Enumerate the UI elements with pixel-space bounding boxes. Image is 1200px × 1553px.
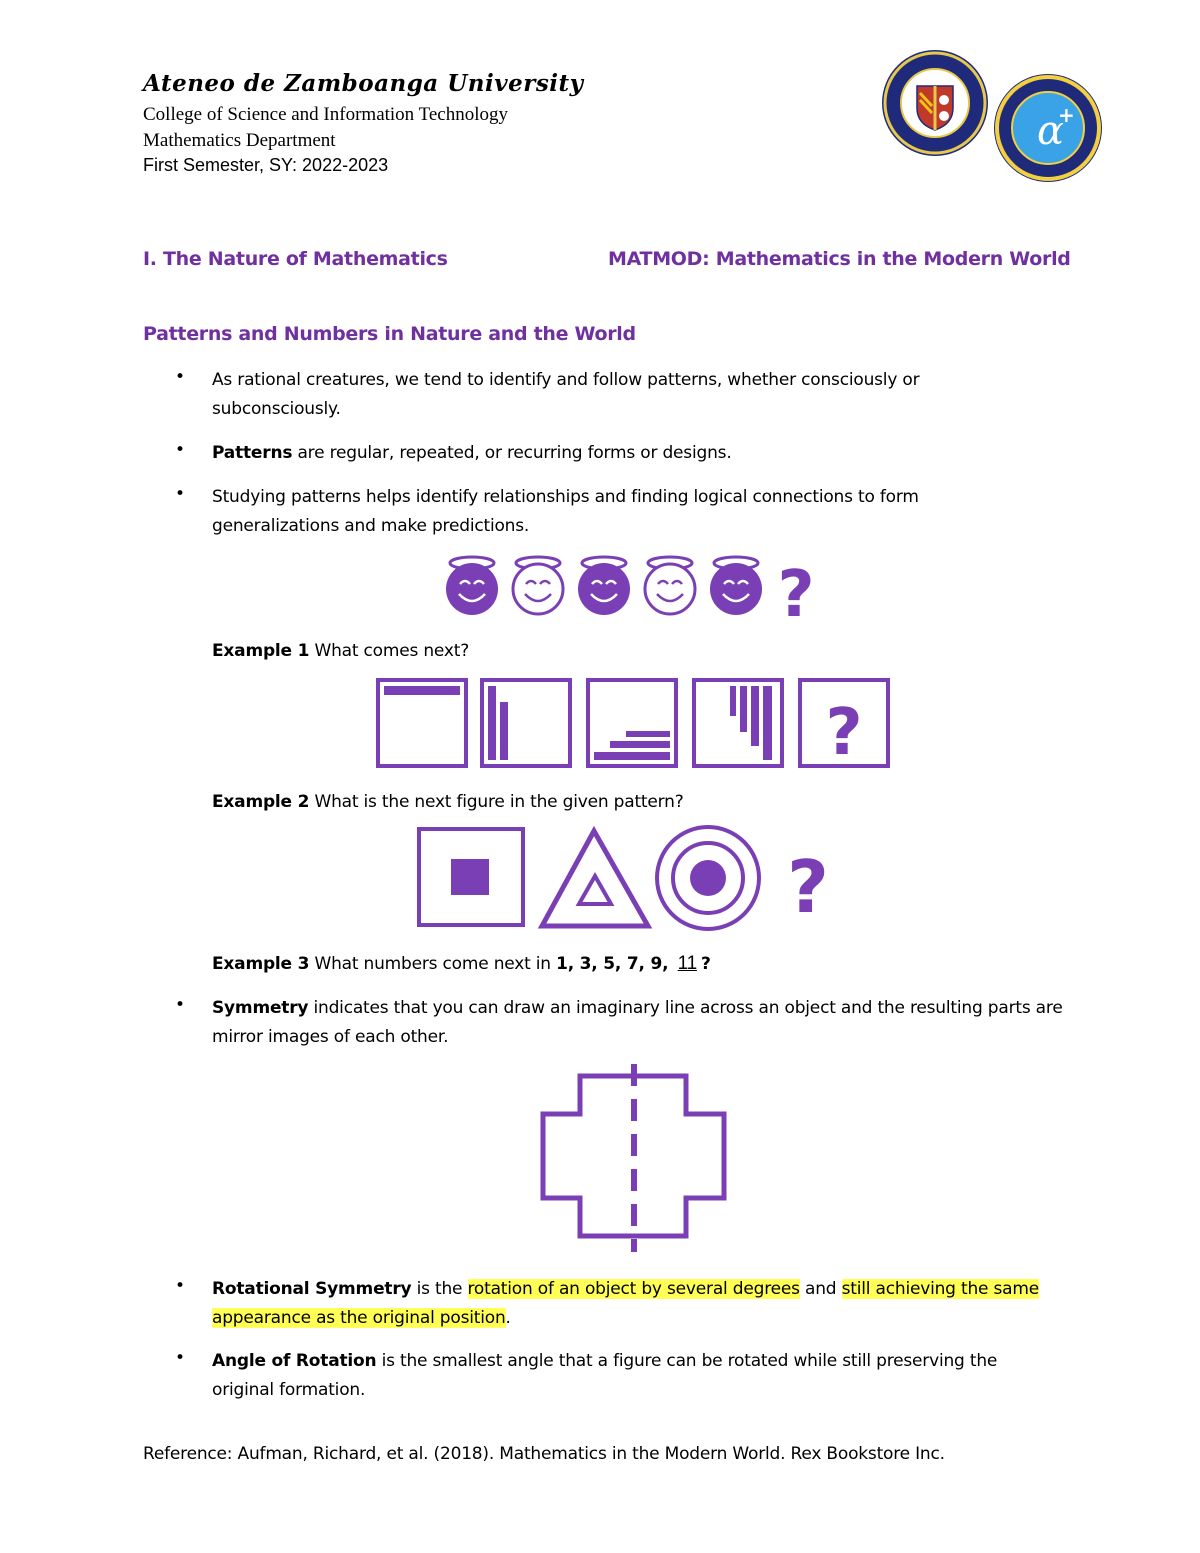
bullet-marker: • — [175, 1348, 186, 1368]
semester-line: First Semester, SY: 2022-2023 — [143, 155, 389, 175]
example-2-figure — [416, 826, 836, 930]
section-title: I. The Nature of Mathematics — [143, 248, 448, 270]
course-title: MATMOD: Mathematics in the Modern World — [608, 248, 1071, 270]
smiley-outline-icon — [645, 557, 695, 614]
example-1-label: Example 1 What comes next? — [212, 641, 470, 661]
term-symmetry: Symmetry — [212, 998, 309, 1018]
bullet-symmetry: Symmetry indicates that you can draw an imaginary line across an object and the resulting parts are mirror images of each other. — [212, 998, 1063, 1047]
term-rotational-symmetry: Rotational Symmetry — [212, 1279, 412, 1299]
smiley-filled-icon — [446, 557, 498, 615]
pattern-square-2 — [482, 680, 570, 766]
university-seal-icon — [880, 48, 990, 158]
smiley-pattern-figure — [440, 552, 830, 632]
pattern-square-question — [800, 680, 888, 770]
bullet-marker: • — [175, 995, 186, 1015]
example-2-label: Example 2 What is the next figure in the given pattern? — [212, 792, 684, 812]
term-angle-of-rotation: Angle of Rotation — [212, 1351, 377, 1371]
pattern-square-3 — [588, 680, 676, 766]
bullet-marker: • — [175, 440, 186, 460]
subsection-title: Patterns and Numbers in Nature and the World — [143, 323, 636, 345]
example-3-answer: 11 — [677, 953, 697, 974]
math-department-logo-icon — [992, 72, 1104, 184]
question-mark-icon: ? — [787, 845, 829, 929]
symmetry-cross-figure — [540, 1064, 730, 1254]
college-name: College of Science and Information Technology — [143, 104, 509, 125]
reference: Reference: Aufman, Richard, et al. (2018). Mathematics in the Modern World. Rex Bookstore Inc. — [143, 1444, 945, 1464]
bullet-angle-of-rotation: Angle of Rotation is the smallest angle that a figure can be rotated while still preserving the original formation. — [212, 1351, 998, 1400]
smiley-filled-icon — [578, 557, 630, 615]
question-mark-icon: ? — [825, 696, 863, 770]
bullet-patterns: Patterns are regular, repeated, or recurring forms or designs. — [212, 443, 732, 463]
department-name: Mathematics Department — [143, 130, 336, 151]
square-with-filled-square — [419, 829, 523, 925]
smiley-outline-icon — [513, 557, 563, 614]
term-patterns: Patterns — [212, 443, 293, 463]
example-1-figure — [376, 678, 894, 770]
bullet-rational-creatures: As rational creatures, we tend to identify and follow patterns, whether consciously or subconsciously. — [212, 370, 920, 419]
bullet-marker: • — [175, 484, 186, 504]
svg-text:+: + — [1058, 103, 1075, 127]
question-mark-icon: ? — [777, 558, 815, 632]
smiley-filled-icon — [710, 557, 762, 615]
bullet-marker: • — [175, 367, 186, 387]
svg-text:α: α — [1037, 108, 1065, 154]
circle-with-dot — [657, 827, 759, 929]
pattern-square-1 — [378, 680, 466, 766]
bullet-studying-patterns: Studying patterns helps identify relationships and finding logical connections to form generalizations and make predictions. — [212, 487, 919, 536]
bullet-marker: • — [175, 1276, 186, 1296]
university-name: Ateneo de Zamboanga University — [143, 70, 584, 97]
pattern-square-4 — [694, 680, 782, 766]
bullet-rotational-symmetry: Rotational Symmetry is the rotation of an object by several degrees and still achieving the same appearance as the original position. — [212, 1279, 1039, 1328]
example-3-label: Example 3 What numbers come next in 1, 3, 5, 7, 9, 11 ? — [212, 953, 711, 974]
triangle-with-triangle — [542, 831, 648, 926]
